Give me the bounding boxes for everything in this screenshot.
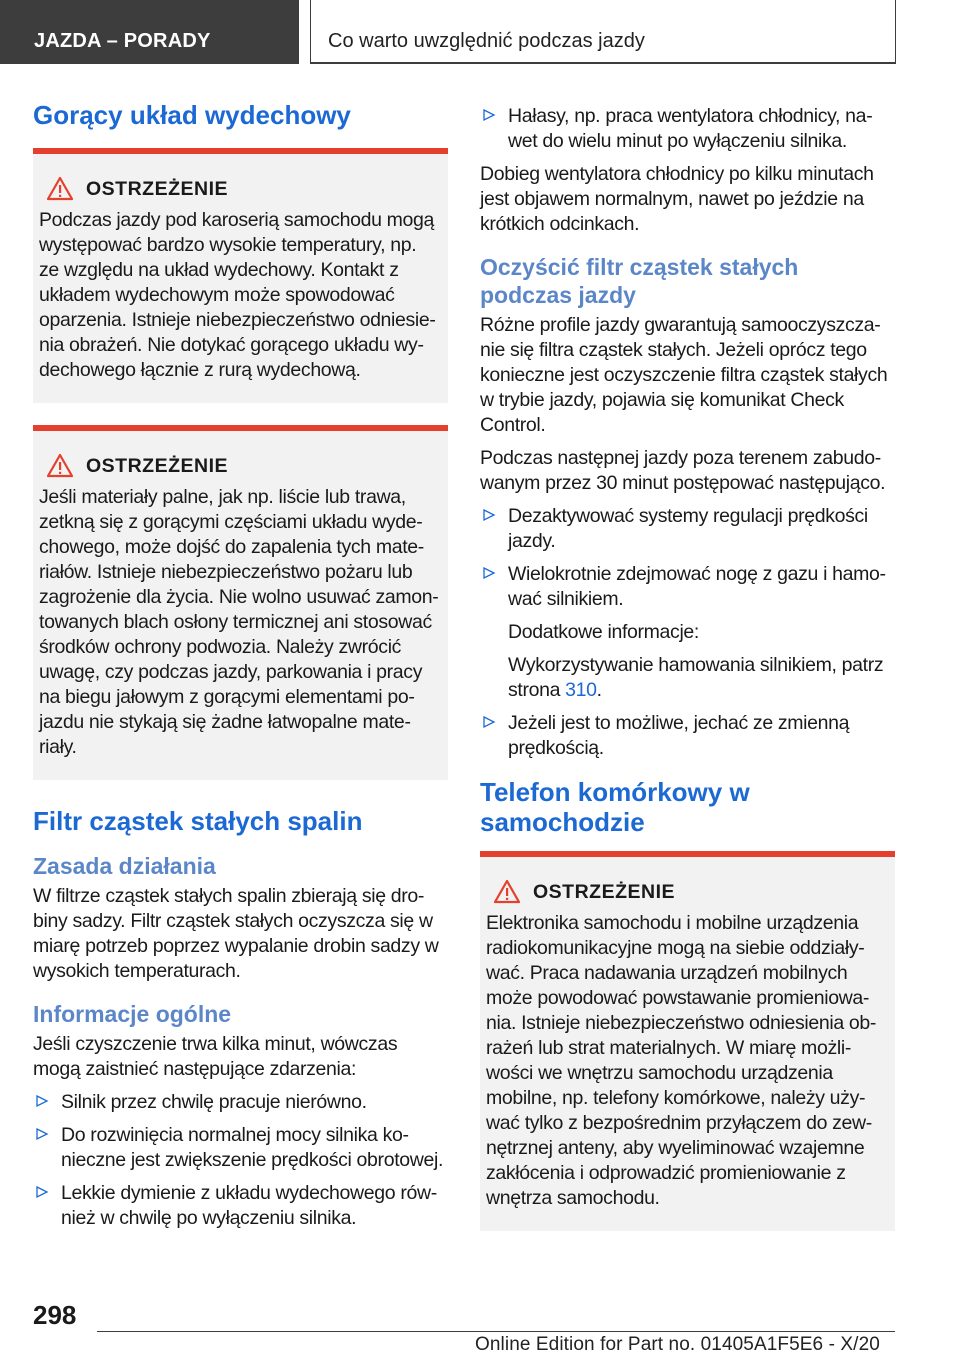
warning-header xyxy=(39,176,440,202)
warning-text: Elektronika samochodu i mobilne urządzenia radiokomunikacyjne mogą na siebie oddziaływać. Praca nadawania urządzeń mobilnych może powodować powstawanie promieniowania. Istnieje niebezpieczeństwo odniesienia obrażeń lub strat materialnych. W miarę możliwości we wnętrzu samochodu urządzenia mobilne, np. telefony komórkowe, należy używać tylko z bezpośrednim przyłączem do zewnętrznej anteny, aby wyeliminować wzajemne zakłócenia i odprowadzić promieniowanie z wnętrza samochodu. xyxy=(486,912,877,1209)
triangle-bullet-icon xyxy=(35,1127,49,1141)
heading-general-info: Informacje ogólne xyxy=(33,1001,232,1027)
warning-title: OSTRZEŻENIE xyxy=(533,880,676,903)
paragraph-principle: W filtrze cząstek stałych spalin zbierają się drobiny sadzy. Filtr cząstek stałych oczyszcza się w miarę potrzeb poprzez wypalanie drobin sadzy w wysokich temperaturach. xyxy=(33,885,439,982)
left-column xyxy=(33,100,448,1239)
heading-mobile-phone: Telefon komórkowy w samochodzie xyxy=(480,777,750,837)
warning-box-exhaust xyxy=(33,148,448,403)
bullet-list-cleaning-effects xyxy=(33,1090,448,1231)
edition-info: Online Edition for Part no. 01405A1F5E6 - X/20 xyxy=(475,1334,880,1355)
additional-info-label: Dodatkowe informacje: xyxy=(508,621,699,643)
footer-divider xyxy=(97,1331,895,1332)
heading-particle-filter: Filtr cząstek stałych spalin xyxy=(33,806,363,836)
triangle-bullet-icon xyxy=(35,1185,49,1199)
warning-header xyxy=(39,453,440,479)
page-number: 298 xyxy=(33,1300,77,1330)
paragraph-fan: Dobieg wentylatora chłodnicy po kilku minutach jest objawem normalnym, nawet po jeździe na krótkich odcinkach. xyxy=(480,163,874,235)
heading-clean-filter: Oczyścić filtr cząstek stałych podczas jazdy xyxy=(480,254,799,308)
heading-hot-exhaust: Gorący układ wydechowy xyxy=(33,100,351,130)
paragraph-general-info: Jeśli czyszczenie trwa kilka minut, wówczas mogą zaistnieć następujące zdarzenia: xyxy=(33,1033,398,1080)
list-item: Hałasy, np. praca wentylatora chłodnicy, nawet do wielu minut po wyłączeniu silnika. xyxy=(480,104,895,154)
heading-principle: Zasada działania xyxy=(33,853,216,879)
warning-title: OSTRZEŻENIE xyxy=(86,454,229,477)
bullet-list-continued xyxy=(480,104,895,154)
chapter-title: Co warto uwzględnić podczas jazdy xyxy=(310,0,896,64)
list-item: Silnik przez chwilę pracuje nierówno. xyxy=(33,1090,448,1115)
warning-box-mobile xyxy=(480,851,895,1231)
triangle-bullet-icon xyxy=(35,1094,49,1108)
paragraph-clean-1: Różne profile jazdy gwarantują samooczyszczanie się filtra cząstek stałych. Jeżeli oprócz tego konieczne jest oczyszczenie filtra cząstek stałych w trybie jazdy, pojawia się komunikat Check Control. xyxy=(480,314,888,436)
list-item: Lekkie dymienie z układu wydechowego również w chwilę po wyłączeniu silnika. xyxy=(33,1181,448,1231)
page-header xyxy=(0,0,960,66)
triangle-bullet-icon xyxy=(482,108,496,122)
triangle-bullet-icon xyxy=(482,715,496,729)
page-reference-link[interactable]: 310 xyxy=(565,679,597,701)
list-item: Do rozwinięcia normalnej mocy silnika konieczne jest zwiększenie prędkości obrotowej. xyxy=(33,1123,448,1173)
list-item: Jeżeli jest to możliwe, jechać ze zmienną prędkością. xyxy=(480,711,895,761)
bullet-list-cleaning-steps xyxy=(480,504,895,761)
list-item: Wielokrotnie zdejmować nogę z gazu i hamować silnikiem. Dodatkowe informacje: Wykorzystywanie hamowania silnikiem, patrz strona 310. xyxy=(480,562,895,703)
list-item: Dezaktywować systemy regulacji prędkości jazdy. xyxy=(480,504,895,554)
warning-header xyxy=(486,879,887,905)
triangle-bullet-icon xyxy=(482,566,496,580)
warning-text: Podczas jazdy pod karoserią samochodu mogą występować bardzo wysokie temperatury, np. ze względu na układ wydechowy. Kontakt z układem wydechowym może spowodować oparzenia. Istnieje niebezpieczeństwo odniesienia obrażeń. Nie dotykać gorącego układu wydechowego łącznie z rurą wydechową. xyxy=(39,209,436,381)
cross-reference: Wykorzystywanie hamowania silnikiem, patrz strona 310. xyxy=(508,654,884,701)
paragraph-clean-2: Podczas następnej jazdy poza terenem zabudowanym przez 30 minut postępować następująco. xyxy=(480,447,886,494)
warning-title: OSTRZEŻENIE xyxy=(86,177,229,200)
warning-text: Jeśli materiały palne, jak np. liście lub trawa, zetkną się z gorącymi częściami układu wydechowego, może dojść do zapalenia tych materiałów. Istnieje niebezpieczeństwo pożaru lub zagrożenie dla życia. Nie wolno usuwać zamontowanych blach osłony termicznej ani stosować środków ochrony podwozia. Należy zwrócić uwagę, czy podczas jazdy, parkowania i pracy na biegu jałowym z gorącymi elementami pojazdu nie stykają się żadne łatwopalne materiały. xyxy=(39,486,439,758)
triangle-bullet-icon xyxy=(482,508,496,522)
warning-triangle-icon xyxy=(40,453,80,479)
warning-triangle-icon xyxy=(40,176,80,202)
warning-triangle-icon xyxy=(487,879,527,905)
warning-box-flammable xyxy=(33,425,448,780)
right-column xyxy=(480,104,895,1253)
section-tab: JAZDA – PORADY xyxy=(0,0,299,64)
